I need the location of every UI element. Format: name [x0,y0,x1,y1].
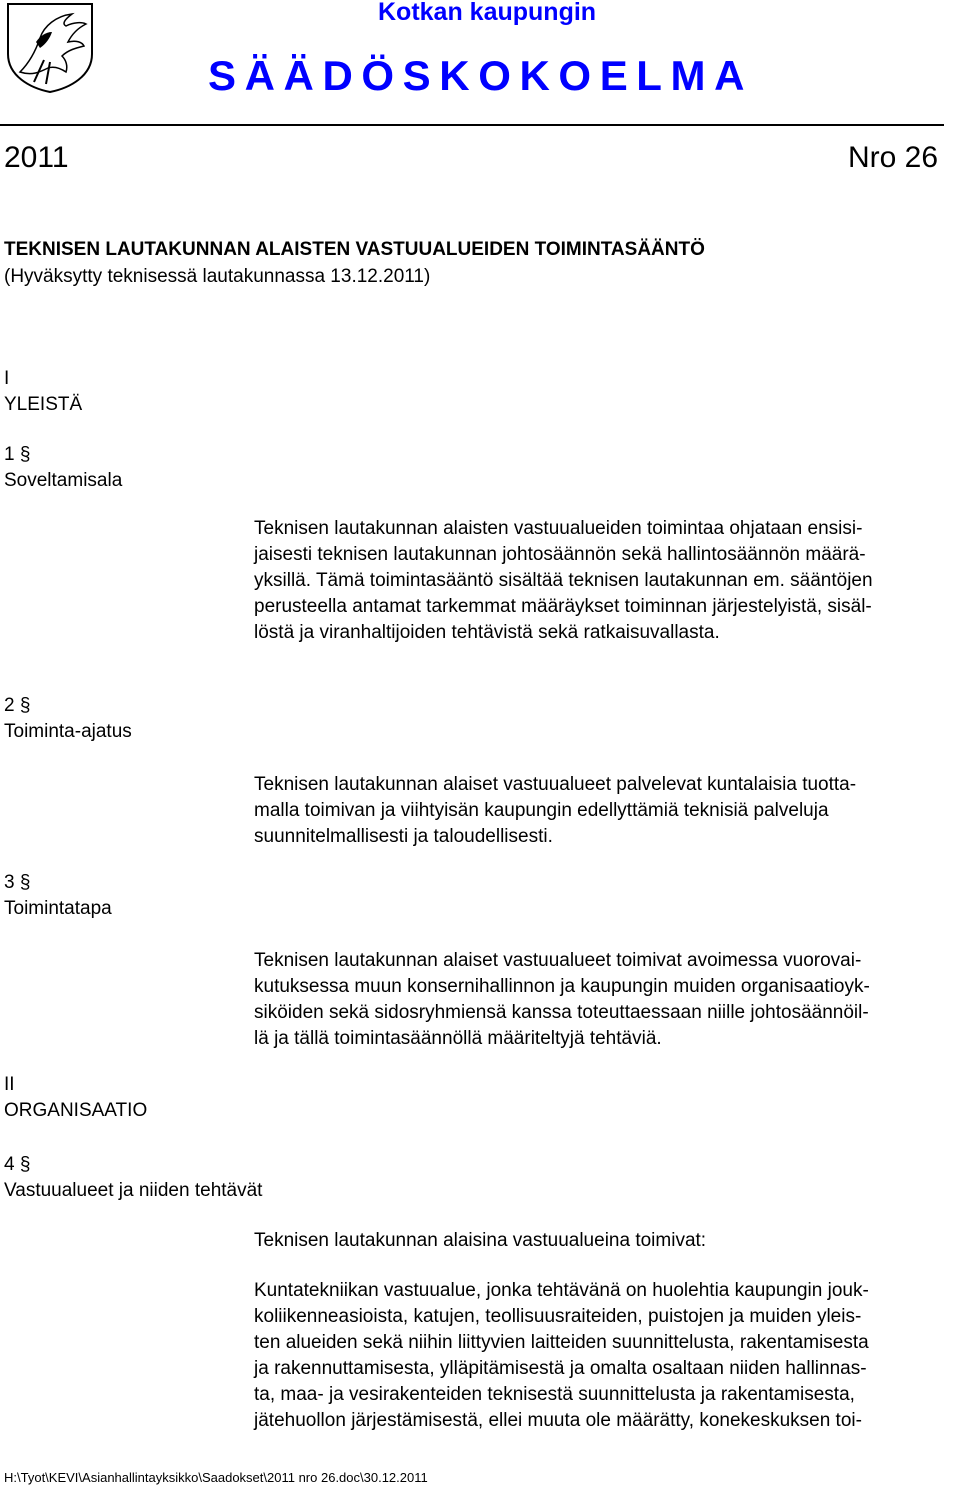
approval-note: (Hyväksytty teknisessä lautakunnassa 13.12.2011) [4,266,431,287]
section-paragraph: Teknisen lautakunnan alaisten vastuualueiden toimintaa ohjataan ensisi- jaisesti teknisen lautakunnan johtosäännön sekä hallintosäännön määrä- yksillä. Tämä toimintasääntö sisältää teknisen lautakunnan em. sääntöjen perusteella antamat tarkemmat määräykset toiminnan järjestelyistä, sisäl- löstä ja viranhaltijoiden tehtävistä sekä ratkaisuvallasta. [254,518,873,643]
section-number: 2 § [4,695,31,716]
city-name: Kotkan kaupungin [378,0,597,26]
section-paragraph: Teknisen lautakunnan alaiset vastuualueet toimivat avoimessa vuorovai- kutuksessa muun konsernihallinnon ja kaupungin muiden organisaatioyk- siköiden sekä sidosryhmiensä kanssa toteuttaessaan niille johtosäännöil- lä ja tällä toimintasäännöllä määriteltyjä tehtäviä. [254,950,870,1049]
collection-title: SÄÄDÖSKOKOELMA [208,52,754,99]
section-number: 4 § [4,1154,31,1175]
document-title: TEKNISEN LAUTAKUNNAN ALAISTEN VASTUUALUEIDEN TOIMINTASÄÄNTÖ [4,239,705,260]
chapter-title: YLEISTÄ [4,394,83,415]
chapter-number: I [4,368,10,389]
chapter-title: ORGANISAATIO [4,1100,148,1121]
section-paragraph: Kuntatekniikan vastuualue, jonka tehtävänä on huolehtia kaupungin jouk- koliikenneasioista, katujen, teollisuusraiteiden, puistojen ja muiden yleis- ten alueiden sekä niihin liittyvien laitteiden suunnittelusta, rakentamisesta ja rakennuttamisesta, ylläpitämisestä ja omalta osaltaan niiden hallinnas- ta, maa- ja vesirakenteiden teknisestä suunnittelusta ja rakentamisesta, jätehuollon järjestämisestä, ellei muuta ole määrätty, konekeskuksen toi- [254,1280,869,1431]
year: 2011 [4,141,69,174]
section-title: Vastuualueet ja niiden tehtävät [4,1180,263,1201]
coat-of-arms-eagle-icon [6,2,94,94]
section-title: Soveltamisala [4,470,123,491]
section-paragraph: Teknisen lautakunnan alaiset vastuualueet palvelevat kuntalaisia tuotta- malla toimivan ja viihtyisän kaupungin edellyttämiä teknisiä palveluja suunnitelmallisesti ja taloudellisesti. [254,774,857,847]
chapter-number: II [4,1074,15,1095]
header-divider [0,124,944,126]
section-paragraph: Teknisen lautakunnan alaisina vastuualueina toimivat: [254,1230,707,1251]
section-number: 3 § [4,872,31,893]
section-title: Toiminta-ajatus [4,721,132,742]
section-number: 1 § [4,444,31,465]
footer-file-path: H:\Tyot\KEVI\Asianhallintayksikko\Saadokset\2011 nro 26.doc\30.12.2011 [4,1470,428,1485]
section-title: Toimintatapa [4,898,112,919]
issue-number: Nro 26 [847,141,938,174]
